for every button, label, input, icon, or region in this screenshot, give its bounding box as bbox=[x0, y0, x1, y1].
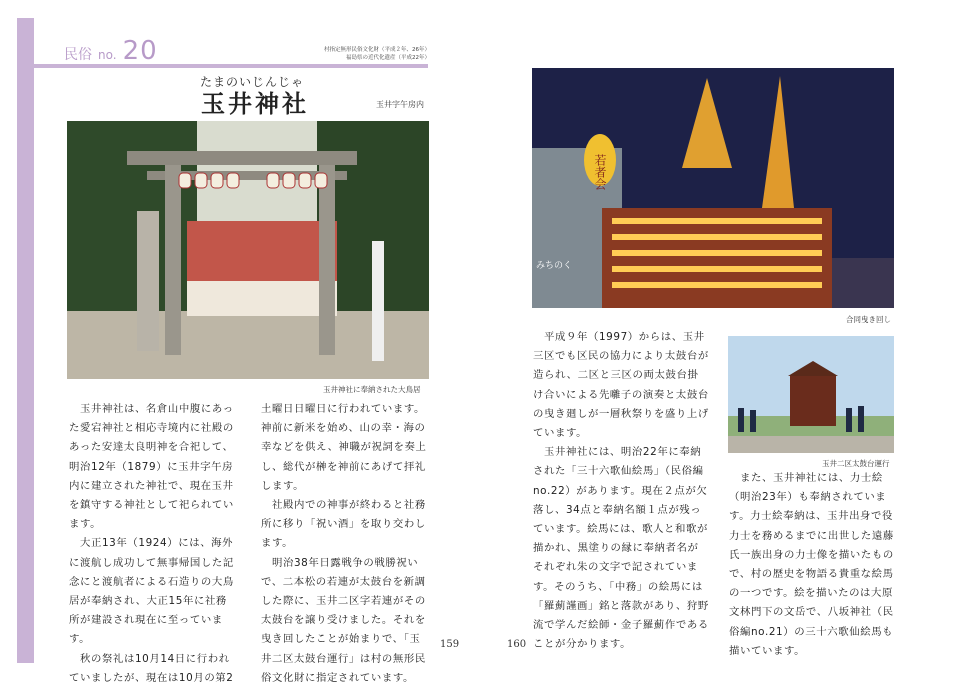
shrine-gate-photo bbox=[67, 121, 429, 379]
body-column bbox=[261, 400, 429, 688]
body-paragraph: 大正13年（1924）には、海外に渡航し成功して無事帰国した記念にと渡航者による石造りの大鳥居が奉納され、大正15年に社務所が建設され現在に至っています。 bbox=[69, 537, 234, 646]
float-procession-photo bbox=[728, 336, 894, 453]
body-column bbox=[533, 328, 709, 654]
category-label: 民俗 bbox=[64, 47, 92, 63]
body-column bbox=[729, 469, 895, 661]
body-paragraph: 土曜日日曜日に行われています。神前に新米を始め、山の幸・海の幸などを供え、神職が祝詞を奏上し、総代が榊を神前にあげて拝礼します。 bbox=[261, 403, 427, 492]
photo-caption: 玉井二区太鼓台運行 bbox=[822, 459, 890, 468]
festival-night-photo bbox=[532, 68, 894, 308]
shop-sign: みちのく bbox=[536, 261, 573, 271]
body-column bbox=[69, 400, 237, 688]
series-label bbox=[64, 36, 158, 64]
page-title: 玉井神社 bbox=[201, 89, 309, 118]
body-paragraph: 社殿内での神事が終わると社務所に移り「祝い酒」を取り交わします。 bbox=[261, 499, 426, 550]
body-paragraph: 玉井神社は、名倉山中腹にあった愛宕神社と相応寺境内に社殿のあった安達太良明神を合祀して、明治12年（1879）に玉井字午房内に建立された神社で、現在玉井を鎮守する神社として祀られています。 bbox=[69, 403, 234, 531]
page-number-left: 159 bbox=[440, 639, 460, 650]
title-reading: たまのいじんじゃ bbox=[200, 75, 305, 89]
designation-line: 福島県の近代化遺産（平成22年） bbox=[346, 55, 430, 61]
page-spine-bar bbox=[17, 18, 34, 663]
photo-caption: 玉井神社に奉納された大鳥居 bbox=[323, 385, 421, 394]
designation-note bbox=[318, 46, 430, 62]
page-number-right: 160 bbox=[507, 639, 527, 650]
location-label: 玉井字午房内 bbox=[376, 100, 424, 109]
body-paragraph: 玉井神社には、明治22年に奉納された「三十六歌仙絵馬」（民俗編no.22）があります。現在２点が欠落し、34点と奉納名額１点が残っています。絵馬には、歌人と和歌が描かれ、黒塗りの縁に奉納者名がそれぞれ朱の文字で記されています。そのうち、「中務」の絵馬には「羅薊謹画」銘と落款があり、狩野流で学んだ絵師・金子羅薊作であることが分かります。 bbox=[533, 446, 709, 651]
body-paragraph: 平成９年（1997）からは、玉井三区でも区民の協力により太鼓台が造られ、二区と三区の両太鼓台掛け合いによる先囃子の演奏と太鼓台の曳き廻しが一層秋祭りを盛り上げています。 bbox=[533, 331, 709, 440]
designation-line: 村指定無形民俗文化財（平成２年、26年） bbox=[324, 47, 430, 53]
number-prefix: no. bbox=[98, 48, 117, 62]
item-number: 20 bbox=[122, 36, 158, 66]
photo-caption: 合同曳き回し bbox=[846, 315, 891, 324]
body-paragraph: また、玉井神社には、力士絵（明治23年）も奉納されています。力士絵奉納は、玉井出身で役力士を務めるまでに出世した遠藤氏一族出身の力士像を描いたもので、村の歴史を物語る貴重な絵馬の一つです。絵を描いたのは大原文林門下の文岳で、八坂神社（民俗編no.21）の三十六歌仙絵馬も描いています。 bbox=[729, 472, 894, 657]
body-paragraph: 秋の祭礼は10月14日に行われていましたが、現在は10月の第2 bbox=[69, 652, 234, 684]
header-rule bbox=[34, 64, 428, 68]
body-paragraph: 明治38年日露戦争の戦勝祝いで、二本松の若連が太鼓台を新調した際に、玉井二区字若連がその太鼓台を譲り受けました。それを曳き回したことが始まりで、「玉井二区太鼓台運行」は村の無形民俗文化財に指定されています。 bbox=[261, 556, 426, 684]
lantern-sign: 若者会 bbox=[593, 154, 607, 190]
